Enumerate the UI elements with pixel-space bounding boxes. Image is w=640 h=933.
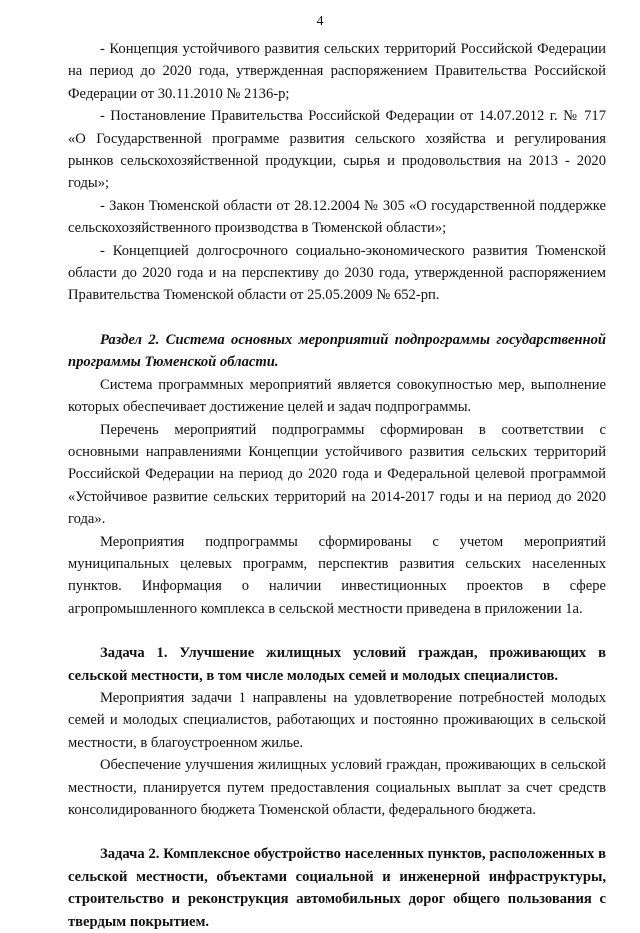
section-2-paragraph: Мероприятия подпрограммы сформированы с учетом мероприятий муниципальных целевых программ, перспектив развития сельских населенных пунктов. Информация о наличии инвестиционных проектов в сфере агропромышленного комплекса в сельской местности приведена в приложении 1а.	[68, 533, 606, 617]
section-2-heading: Раздел 2. Система основных мероприятий подпрограммы государственной программы Тюменской области.	[68, 331, 606, 371]
legal-basis-list	[68, 38, 606, 307]
task-1-paragraph: Мероприятия задачи 1 направлены на удовлетворение потребностей молодых семей и молодых специалистов, работающих и постоянно проживающих в сельской местности, в благоустроенном жилье.	[68, 689, 606, 751]
task-2-heading: Задача 2. Комплексное обустройство населенных пунктов, расположенных в сельской местности, объектами социальной и инженерной инфраструктуры, строительство и реконструкция автомобильных дорог общего пользования с твердым покрытием.	[68, 846, 606, 930]
section-2-paragraph: Система программных мероприятий является совокупностью мер, выполнение которых обеспечивает достижение целей и задач подпрограммы.	[68, 376, 606, 416]
legal-list-item: - Постановление Правительства Российской Федерации от 14.07.2012 г. № 717 «О Государственной программе развития сельского хозяйства и регулирования рынков сельскохозяйственной продукции, сырья и продовольствия на 2013 - 2020 годы»;	[68, 108, 606, 192]
task-1-heading: Задача 1. Улучшение жилищных условий граждан, проживающих в сельской местности, в том числе молодых семей и молодых специалистов.	[68, 645, 606, 684]
legal-list-item: - Концепцией долгосрочного социально-экономического развития Тюменской области до 2020 года и на перспективу до 2030 года, утвержденной распоряжением Правительства Тюменской области от 25.05.2009 № 652-рп.	[68, 242, 606, 304]
page-number: 4	[316, 14, 324, 29]
legal-list-item: - Закон Тюменской области от 28.12.2004 № 305 «О государственной поддержке сельскохозяйственного производства в Тюменской области»;	[68, 197, 606, 237]
legal-list-item: - Концепция устойчивого развития сельских территорий Российской Федерации на период до 2020 года, утвержденная распоряжением Правительства Российской Федерации от 30.11.2010 № 2136-р;	[68, 41, 606, 102]
task-1-paragraph: Обеспечение улучшения жилищных условий граждан, проживающих в сельской местности, планируется путем предоставления социальных выплат за счет средств консолидированного бюджета Тюменской области, федерального бюджета.	[68, 757, 606, 818]
section-2-paragraph: Перечень мероприятий подпрограммы сформирован в соответствии с основными направлениями Концепции устойчивого развития сельских территорий Российской Федерации на период до 2020 года и Федеральной целевой программой «Устойчивое развитие сельских территорий на 2014-2017 годы и на период до 2020 года».	[68, 421, 606, 528]
document-body	[68, 38, 606, 933]
